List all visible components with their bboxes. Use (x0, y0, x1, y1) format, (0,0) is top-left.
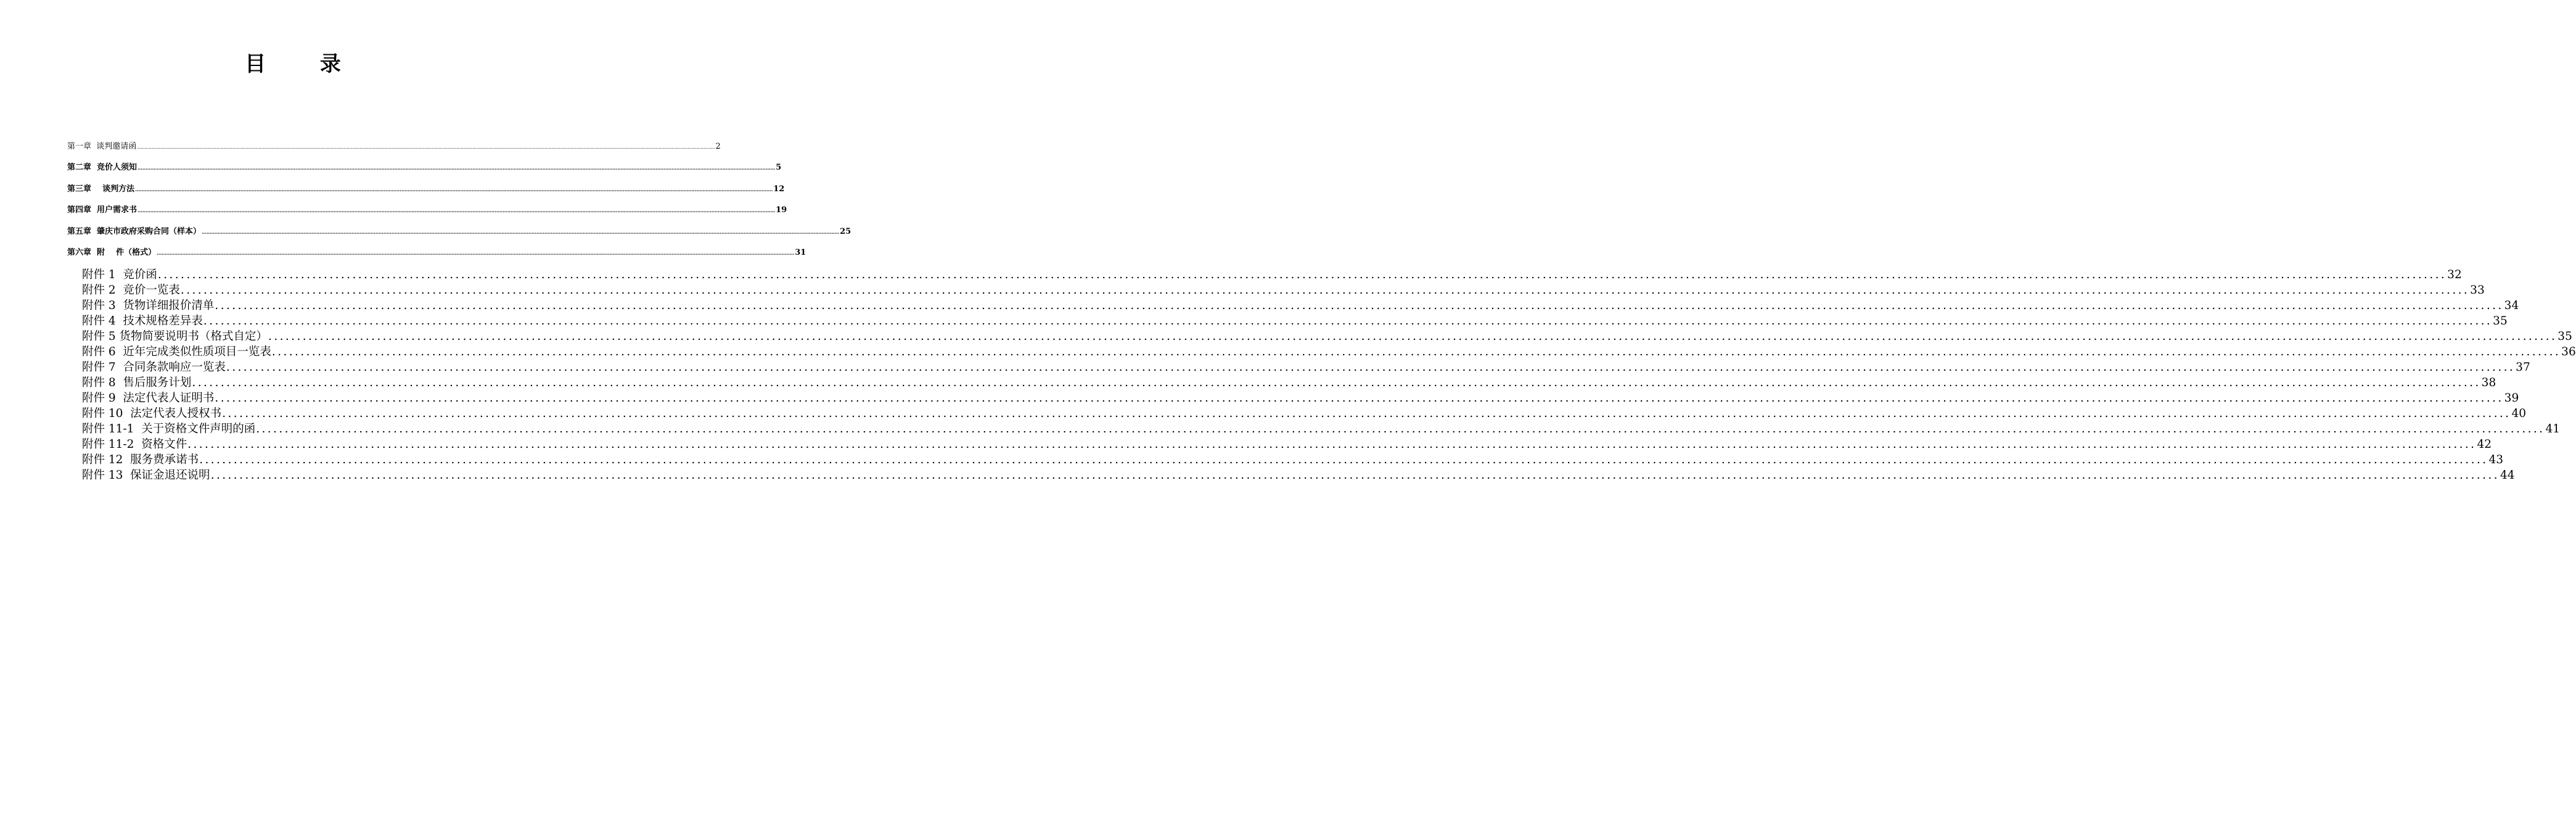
toc-annex-entry[interactable] (82, 267, 2462, 283)
toc-annex-entry[interactable] (82, 344, 2576, 360)
dot-leader: ................................................................................................................................................................................................................................................................................................................................................................................................................ (203, 315, 2493, 328)
toc-entry-label: 第一章 谈判邀请函 (67, 142, 137, 151)
toc-annex-entry[interactable] (82, 329, 2572, 344)
toc-entry-page-number: 36 (2561, 345, 2576, 358)
toc-annex-entry[interactable] (82, 406, 2526, 421)
toc-entry-page-number: 32 (2447, 268, 2462, 281)
toc-entry-label: 第六章 附 件（格式） (67, 247, 157, 257)
toc-entry-page-number: 41 (2545, 423, 2561, 435)
toc-annex-entry[interactable] (82, 468, 2515, 483)
toc-entry-page-number: 43 (2488, 453, 2503, 466)
toc-annex-entry[interactable] (82, 390, 2519, 406)
toc-annex-entry[interactable] (82, 437, 2492, 452)
toc-entry-page-number: 33 (2470, 284, 2485, 297)
toc-annex-entry[interactable] (82, 375, 2496, 390)
dot-leader: ................................................................................................................................................................................................................................................................................................................................................................................................................ (135, 186, 773, 192)
toc-entry-label: 第三章 谈判方法 (67, 184, 135, 194)
toc-annex-entry[interactable] (82, 283, 2485, 298)
toc-entry-page-number: 25 (840, 226, 851, 236)
toc-entry-label: 附件 11-1 关于资格文件声明的函 (82, 423, 256, 435)
dot-leader: ................................................................................................................................................................................................................................................................................................................................................................................................................ (256, 423, 2545, 435)
toc-entry-page-number: 37 (2516, 361, 2530, 374)
dot-leader: ................................................................................................................................................................................................................................................................................................................................................................................................................ (215, 392, 2504, 405)
toc-entry-label: 附件 3 货物详细报价清单 (82, 299, 215, 312)
toc-entry-label: 附件 7 合同条款响应一览表 (82, 361, 226, 374)
dot-leader: ................................................................................................................................................................................................................................................................................................................................................................................................................ (137, 144, 715, 150)
dot-leader: ................................................................................................................................................................................................................................................................................................................................................................................................................ (157, 249, 795, 256)
toc-entry-label: 附件 5 货物简要说明书（格式自定） (82, 330, 268, 343)
toc-entry-label: 第五章 肇庆市政府采购合同（样本） (67, 226, 202, 236)
toc-annex-entry[interactable] (82, 360, 2530, 375)
dot-leader: ................................................................................................................................................................................................................................................................................................................................................................................................................ (187, 438, 2477, 451)
toc-entry-page-number: 31 (795, 247, 806, 257)
dot-leader: ................................................................................................................................................................................................................................................................................................................................................................................................................ (199, 453, 2488, 466)
toc-chapter-entry[interactable] (67, 245, 806, 266)
dot-leader: ................................................................................................................................................................................................................................................................................................................................................................................................................ (202, 228, 840, 235)
toc-entry-page-number: 39 (2504, 392, 2519, 405)
dot-leader: ................................................................................................................................................................................................................................................................................................................................................................................................................ (157, 268, 2447, 281)
toc-chapter-entry[interactable] (67, 139, 721, 160)
toc-entry-page-number: 19 (776, 205, 787, 215)
toc-chapter-entry[interactable] (67, 203, 787, 224)
toc-entry-label: 第二章 竞价人须知 (67, 163, 137, 173)
toc-entry-page-number: 2 (715, 142, 721, 151)
toc-entry-page-number: 44 (2500, 469, 2515, 482)
toc-entry-label: 附件 12 服务费承诺书 (82, 453, 199, 466)
toc-entry-label: 附件 2 竞价一览表 (82, 284, 180, 297)
dot-leader: ................................................................................................................................................................................................................................................................................................................................................................................................................ (137, 165, 776, 171)
toc-entry-label: 附件 11-2 资格文件 (82, 438, 187, 451)
toc-annex-entry[interactable] (82, 298, 2519, 313)
toc-entry-page-number: 35 (2493, 315, 2508, 328)
toc-entry-label: 附件 6 近年完成类似性质项目一览表 (82, 345, 271, 358)
toc-entry-label: 附件 9 法定代表人证明书 (82, 392, 215, 405)
toc-entry-page-number: 42 (2477, 438, 2492, 451)
dot-leader: ................................................................................................................................................................................................................................................................................................................................................................................................................ (215, 299, 2504, 312)
toc-chapter-entry[interactable] (67, 160, 782, 181)
toc-annex-list (82, 267, 2576, 483)
dot-leader: ................................................................................................................................................................................................................................................................................................................................................................................................................ (137, 207, 776, 214)
toc-annex-entry[interactable] (82, 313, 2508, 329)
dot-leader: ................................................................................................................................................................................................................................................................................................................................................................................................................ (271, 345, 2561, 358)
page-title: 目 录 (245, 52, 364, 76)
dot-leader: ................................................................................................................................................................................................................................................................................................................................................................................................................ (192, 376, 2481, 389)
toc-entry-page-number: 5 (776, 163, 782, 173)
toc-chapter-entry[interactable] (67, 225, 851, 245)
toc-entry-page-number: 35 (2558, 330, 2572, 343)
toc-entry-label: 附件 13 保证金退还说明 (82, 469, 210, 482)
toc-entry-page-number: 12 (773, 184, 785, 194)
toc-entry-label: 附件 4 技术规格差异表 (82, 315, 203, 328)
toc-chapter-list (67, 139, 851, 266)
toc-entry-label: 第四章 用户需求书 (67, 205, 137, 215)
toc-entry-label: 附件 10 法定代表人授权书 (82, 407, 222, 420)
toc-entry-label: 附件 8 售后服务计划 (82, 376, 192, 389)
toc-entry-page-number: 40 (2511, 407, 2526, 420)
dot-leader: ................................................................................................................................................................................................................................................................................................................................................................................................................ (226, 361, 2516, 374)
toc-annex-entry[interactable] (82, 421, 2561, 437)
toc-entry-page-number: 38 (2481, 376, 2496, 389)
dot-leader: ................................................................................................................................................................................................................................................................................................................................................................................................................ (268, 330, 2558, 343)
toc-entry-label: 附件 1 竞价函 (82, 268, 157, 281)
toc-chapter-entry[interactable] (67, 182, 785, 203)
toc-entry-page-number: 34 (2504, 299, 2519, 312)
dot-leader: ................................................................................................................................................................................................................................................................................................................................................................................................................ (180, 284, 2470, 297)
toc-annex-entry[interactable] (82, 452, 2503, 468)
dot-leader: ................................................................................................................................................................................................................................................................................................................................................................................................................ (210, 469, 2500, 482)
dot-leader: ................................................................................................................................................................................................................................................................................................................................................................................................................ (222, 407, 2511, 420)
